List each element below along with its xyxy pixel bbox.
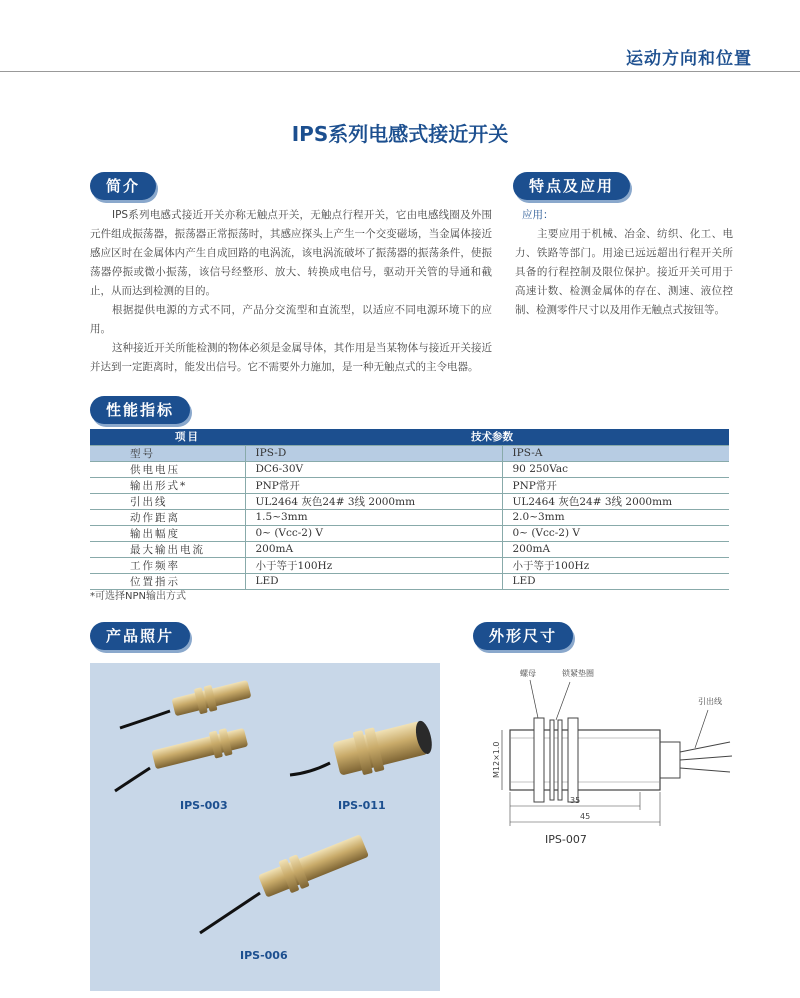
spec-cell-label: 位置指示 (90, 573, 245, 589)
table-row (90, 477, 729, 493)
spec-cell-a: 0~ (Vcc-2) V (502, 525, 729, 541)
spec-cell-label: 工作频率 (90, 557, 245, 573)
spec-cell-a: PNP常开 (502, 477, 729, 493)
features-heading: 特点及应用 (513, 172, 630, 200)
product-photos-image (90, 663, 440, 991)
spec-cell-a: UL2464 灰色24# 3线 2000mm (502, 493, 729, 509)
spec-cell-label: 供电电压 (90, 461, 245, 477)
spec-cell-label: 引出线 (90, 493, 245, 509)
spec-cell-d: 200mA (245, 541, 502, 557)
spec-cell-d: 小于等于100Hz (245, 557, 502, 573)
features-subheading: 应用： (522, 209, 554, 221)
header-divider (0, 71, 800, 72)
photo-caption-ips-011: IPS-011 (338, 799, 386, 812)
dimensions-heading: 外形尺寸 (473, 622, 573, 650)
spec-cell-d: 1.5~3mm (245, 509, 502, 525)
spec-cell-label: 最大输出电流 (90, 541, 245, 557)
spec-cell-a: 小于等于100Hz (502, 557, 729, 573)
dimension-caption: IPS-007 (545, 833, 587, 846)
label-nut: 螺母 (520, 669, 536, 678)
specs-heading: 性能指标 (90, 396, 190, 424)
spec-cell-d: DC6-30V (245, 461, 502, 477)
spec-cell-d: IPS-D (245, 445, 502, 461)
spec-table (90, 429, 729, 590)
spec-cell-d: PNP常开 (245, 477, 502, 493)
table-row (90, 445, 729, 461)
spec-header-row (90, 429, 729, 445)
label-lead-wire: 引出线 (698, 697, 722, 706)
product-photo-panel (90, 663, 440, 991)
intro-paragraph-3: 这种接近开关所能检测的物体必须是金属导体，其作用是当某物体与接近开关接近并达到一定距离时，能发出信号。它不需要外力施加，是一种无触点式的主令电器。 (90, 342, 492, 373)
label-washer: 锁紧垫圈 (562, 669, 594, 678)
spec-cell-a: 90 250Vac (502, 461, 729, 477)
spec-cell-a: 200mA (502, 541, 729, 557)
label-length-35: 35 (570, 796, 581, 805)
intro-heading: 简介 (90, 172, 156, 200)
spec-header-item: 项目 (90, 429, 245, 445)
table-row (90, 541, 729, 557)
page-title: IPS系列电感式接近开关 (291, 122, 509, 146)
photo-caption-ips-003: IPS-003 (180, 799, 228, 812)
table-row (90, 525, 729, 541)
spec-header-params: 技术参数 (245, 429, 729, 445)
photos-heading: 产品照片 (90, 622, 190, 650)
spec-cell-a: LED (502, 573, 729, 589)
photo-caption-ips-006: IPS-006 (240, 949, 288, 962)
intro-paragraph-1: IPS系列电感式接近开关亦称无触点开关，无触点行程开关，它由电感线圈及外围元件组成振荡器，振荡器正常振荡时，其感应探头上产生一个交变磁场，当金属体接近感应区时在金属体内产生自成回路的电涡流，该电涡流破坏了振荡器的振荡条件，使振荡器停振或微小振荡，该信号经整形、放大、转换成电信号，驱动开关管的导通和截止，从而达到检测的目的。 (90, 209, 492, 297)
label-thread: M12×1.0 (492, 741, 501, 778)
spec-cell-label: 输出幅度 (90, 525, 245, 541)
dimension-drawing (490, 660, 740, 850)
table-row (90, 557, 729, 573)
category-title: 运动方向和位置 (626, 49, 752, 69)
spec-cell-label: 输出形式* (90, 477, 245, 493)
spec-cell-label: 型号 (90, 445, 245, 461)
page-header (0, 0, 800, 72)
spec-note: *可选择NPN输出方式 (90, 591, 186, 602)
table-row (90, 493, 729, 509)
spec-cell-d: UL2464 灰色24# 3线 2000mm (245, 493, 502, 509)
spec-cell-d: 0~ (Vcc-2) V (245, 525, 502, 541)
table-row (90, 509, 729, 525)
spec-cell-label: 动作距离 (90, 509, 245, 525)
label-length-45: 45 (580, 812, 591, 821)
features-text: 主要应用于机械、冶金、纺织、化工、电力、铁路等部门。用途已远远超出行程开关所具备的行程控制及限位保护。接近开关可用于高速计数、检测金属体的存在、测速、液位控制、检测零件尺寸以及用作无触点式按钮等。 (515, 228, 733, 316)
spec-cell-a: IPS-A (502, 445, 729, 461)
spec-cell-a: 2.0~3mm (502, 509, 729, 525)
spec-cell-d: LED (245, 573, 502, 589)
intro-paragraph-2: 根据提供电源的方式不同，产品分交流型和直流型，以适应不同电源环境下的应用。 (90, 304, 492, 335)
table-row (90, 461, 729, 477)
